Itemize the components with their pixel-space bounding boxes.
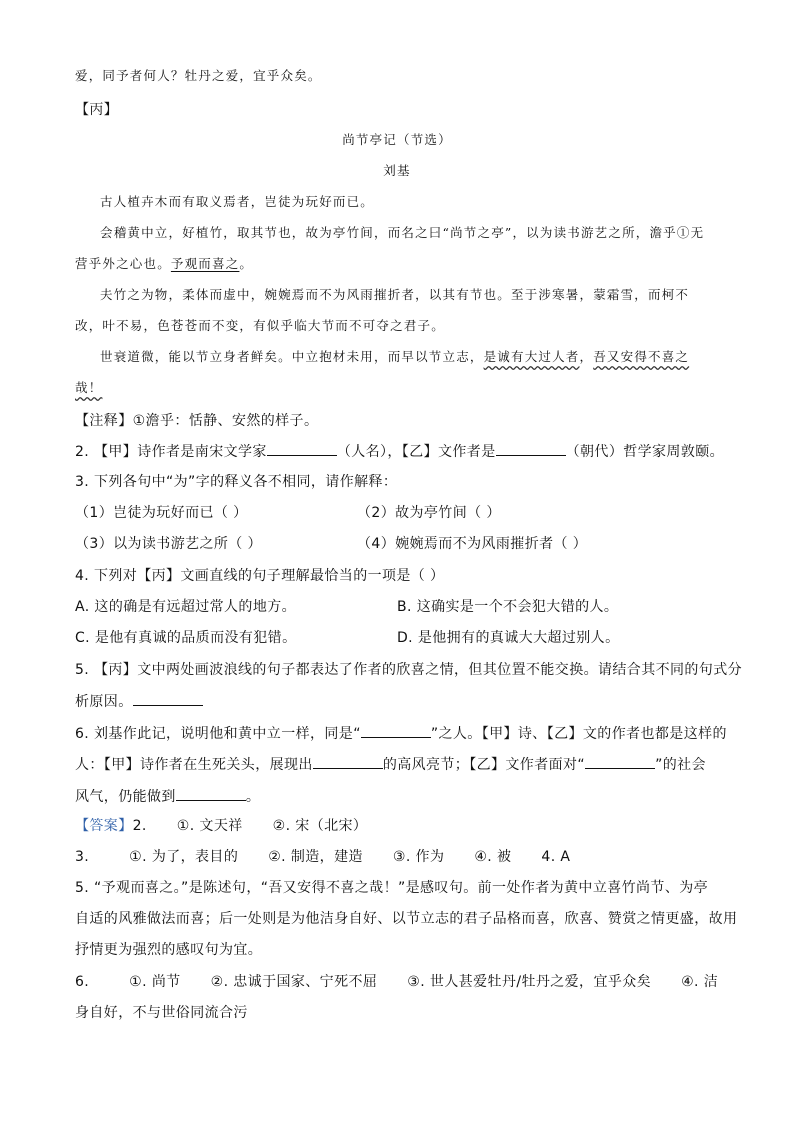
q6-blank-2[interactable]	[313, 754, 383, 769]
q6-line2a: 人：【甲】诗作者在生死关头，展现出	[75, 757, 313, 773]
article-paragraph-4a	[100, 347, 689, 367]
p4a-plain: 世衰道微，能以节立身者鲜矣。中立抱材未用，而早以节立志，	[100, 349, 484, 364]
q6-line3b: 。	[245, 789, 261, 805]
q6-line2c: ”的社会	[655, 757, 706, 773]
section-label-bing: 【丙】	[75, 102, 119, 118]
q6-line3a: 风气，仍能做到	[75, 789, 176, 805]
p4b-wavy: 哉！	[75, 380, 103, 395]
answer-tag: 【答案】	[75, 818, 133, 834]
q4-option-d[interactable]: D. 是他拥有的真诚大大超过别人。	[397, 630, 620, 646]
answer-4: 4. A	[541, 849, 571, 865]
p4a-wavy-1: 是诚有大过人者	[483, 349, 580, 364]
q5-blank[interactable]	[133, 691, 203, 706]
q2-blank-1[interactable]	[267, 441, 337, 456]
question-6-line-3	[75, 786, 260, 807]
answer-6-4: ④. 洁	[681, 974, 719, 990]
answer-2-2: ②. 宋（北宋）	[272, 818, 368, 834]
question-2	[75, 441, 724, 462]
p2b-underlined-sentence: 予观而喜之	[170, 256, 240, 271]
q2-blank-2[interactable]	[496, 441, 566, 456]
q2-part2: （人名），【乙】文作者是	[336, 444, 496, 460]
answer-3-1: ①. 为了，表目的	[129, 849, 239, 865]
q4-option-b[interactable]: B. 这确实是一个不会犯大错的人。	[397, 599, 619, 615]
question-3-stem: 3. 下列各句中“为”字的释义各不相同，请作解释：	[75, 474, 398, 490]
q3-item-2: （2）故为亭竹间（ ）	[357, 505, 501, 521]
q6-line1a: 6. 刘基作此记，说明他和黄中立一样，同是“	[75, 726, 361, 742]
answer-6-line-2: 身自好，不与世俗同流合污	[75, 1005, 248, 1021]
q3-item-1: （1）岂徒为玩好而已（ ）	[75, 505, 248, 521]
answer-6-number: 6.	[75, 974, 90, 990]
article-paragraph-3b: 改，叶不易，色苍苍而不变，有似乎临大节而不可夺之君子。	[75, 318, 445, 333]
q4-option-c[interactable]: C. 是他有真诚的品质而没有犯错。	[75, 630, 297, 646]
q6-line1b: ”之人。【甲】诗、【乙】文的作者也都是这样的	[430, 726, 727, 742]
answer-3-number: 3.	[75, 849, 90, 865]
q6-blank-1[interactable]	[361, 723, 431, 738]
article-author: 刘基	[383, 163, 411, 178]
answers-line-3-4	[75, 847, 570, 867]
article-paragraph-2b	[75, 254, 253, 274]
question-6-line-1	[75, 723, 727, 744]
answer-3-3: ③. 作为	[392, 849, 445, 865]
answers-line-2	[75, 816, 367, 836]
question-4-stem: 4. 下列对【丙】文画直线的句子理解最恰当的一项是（ ）	[75, 568, 445, 584]
article-paragraph-4b	[75, 378, 102, 398]
question-6-line-2	[75, 754, 706, 775]
q3-item-3: （3）以为读书游艺之所（ ）	[75, 536, 262, 552]
q5-line2-text: 析原因。	[75, 694, 133, 710]
q6-line2b: 的高风亮节；【乙】文作者面对“	[382, 757, 586, 773]
annotation-note: 【注释】①澹乎：恬静、安然的样子。	[75, 413, 319, 429]
q6-blank-3[interactable]	[585, 754, 655, 769]
answer-3-2: ②. 制造，建造	[268, 849, 363, 865]
q6-blank-4[interactable]	[176, 786, 246, 801]
answers-line-6	[75, 972, 718, 992]
answer-5-line-3: 抒情更为强烈的感叹句为宜。	[75, 942, 263, 958]
q3-item-4: （4）婉婉焉而不为风雨摧折者（ ）	[357, 536, 588, 552]
question-5-line-2	[75, 691, 203, 712]
answer-2-number: 2.	[132, 818, 147, 834]
answer-6-3: ③. 世人甚爱牡丹/牡丹之爱，宜乎众矣	[407, 974, 652, 990]
p2b-end: 。	[239, 256, 254, 271]
article-paragraph-2a: 会稽黄中立，好植竹，取其节也，故为亭竹间，而名之曰“尚节之亭”，以为读书游艺之所，澹乎①无	[100, 225, 705, 240]
p2b-plain: 营乎外之心也。	[75, 256, 171, 271]
article-title: 尚节亭记（节选）	[342, 132, 452, 147]
answer-5-line-1: 5. “予观而喜之。”是陈述句，“吾又安得不喜之哉！”是感叹句。前一处作者为黄中立喜竹尚节、为亭	[75, 880, 709, 896]
article-paragraph-3a: 夫竹之为物，柔体而虚中，婉婉焉而不为风雨摧折者，以其有节也。至于涉寒暑，蒙霜雪，而柯不	[100, 287, 690, 302]
answer-2-1: ①. 文天祥	[176, 818, 243, 834]
q2-part1: 2. 【甲】诗作者是南宋文学家	[75, 444, 267, 460]
q4-option-a[interactable]: A. 这的确是有远超过常人的地方。	[75, 599, 297, 615]
q2-part3: （朝代）哲学家周敦颐。	[565, 444, 725, 460]
text-line-1: 爱，同予者何人？牡丹之爱，宜乎众矣。	[75, 68, 322, 83]
p4a-comma: ，	[579, 349, 594, 364]
answer-3-4: ④. 被	[474, 849, 512, 865]
answer-6-1: ①. 尚节	[129, 974, 181, 990]
article-paragraph-1: 古人植卉木而有取义焉者，岂徒为玩好而已。	[100, 194, 375, 209]
question-5-line-1: 5. 【丙】文中两处画波浪线的句子都表达了作者的欣喜之情，但其位置不能交换。请结合其不同的句式分	[75, 662, 743, 678]
answer-6-2: ②. 忠诚于国家、宁死不屈	[210, 974, 378, 990]
answer-5-line-2: 自适的风雅做法而喜；后一处则是为他洁身自好、以节立志的君子品格而喜，欣喜、赞赏之情更盛，故用	[75, 911, 738, 927]
p4a-wavy-2: 吾又安得不喜之	[593, 349, 690, 364]
